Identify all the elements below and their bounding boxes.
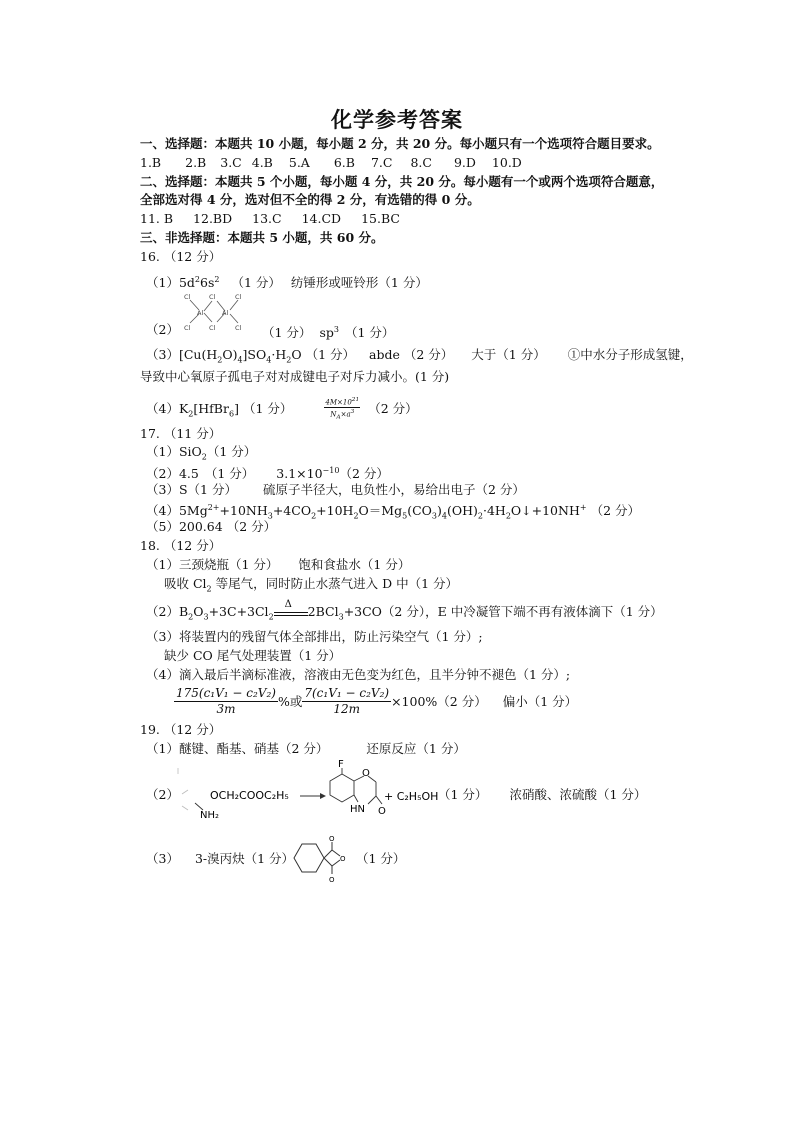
q19-part1: （1）醚键、酯基、硝基（2 分） 还原反应（1 分） (146, 741, 466, 756)
q16-part4: $(4)K_2[HfBr_6]$ （1 分） $\frac{4M\times 10^{21}}{N_A\times a^3}$ （2 分） (146, 397, 418, 422)
svg-text:O: O (329, 835, 335, 843)
q19-header: 19. （12 分） (140, 722, 222, 737)
section1-answers (140, 155, 522, 171)
answer-1: 1.B (140, 155, 162, 170)
svg-text:Cl: Cl (184, 324, 191, 331)
al2cl6-structure (176, 291, 252, 331)
svg-text:O: O (329, 876, 335, 884)
answer-5: 5.A (288, 155, 310, 170)
q18-header: 18. （12 分） (140, 538, 222, 553)
section2-heading-cont: 全部选对得 4 分，选对但不全的得 2 分，有选错的得 0 分。 (140, 192, 480, 207)
purity-fraction-2: $\frac{\text{7(c₁V₁ − c₂V₂)}}{12m}$ (304, 686, 390, 716)
svg-text:Cl: Cl (235, 324, 242, 331)
q17-part3: （3）S（1 分） 硫原子半径大，电负性小，易给出电子（2 分） (146, 482, 525, 497)
svg-text:+ C₂H₅OH: + C₂H₅OH (384, 790, 439, 803)
q18-part1: （1）三颈烧瓶（1 分） 饱和食盐水（1 分） (146, 557, 411, 572)
svg-text:HN: HN (350, 804, 365, 815)
answer-8: 8.C (410, 155, 432, 170)
q16-part3: $(3)[Cu(H_2O)_4]SO_4\cdot H_2O$ （1 分） abde （2 分） 大于（1 分） ①中水分子形成氢键， (146, 347, 693, 365)
purity-fraction-1: $\frac{\text{175(c₁V₁ − c₂V₂)}}{3m}$ (176, 686, 276, 716)
q18-part4: （4）滴入最后半滴标准液，溶液由无色变为红色，且半分钟不褪色（1 分）; (146, 667, 571, 682)
answer-2: 2.B (185, 155, 207, 170)
q17-header: 17. （11 分） (140, 426, 222, 441)
q16-part2: （1 分） $sp^3$ （1 分） (262, 325, 395, 341)
answer-7: 7.C (370, 155, 393, 170)
svg-text:Cl: Cl (235, 293, 242, 301)
answer-13: 13.C (252, 211, 282, 226)
q18-part2: $(2)B_2O_3+3C+3Cl_2$ Δ 2BCl$_3$+3CO（2 分），E 中冷凝管下端不再有液体滴下（1 分） (146, 598, 663, 622)
q17-part5: （5）200.64 （2 分） (146, 519, 277, 534)
answer-10: 10.D (491, 155, 522, 170)
svg-text:O: O (378, 806, 386, 817)
density-fraction: $\frac{4M\times 10^{21}}{N_A\times a^3}$ (325, 397, 360, 422)
q19-part3-score: （1 分） (356, 851, 406, 866)
svg-text:Cl: Cl (184, 293, 191, 301)
svg-text:O: O (340, 855, 346, 863)
answer-12: 12.BD (193, 211, 233, 226)
q16-part1: $(1)5d^26s^2$ （1 分） 纺锤形或哑铃形（1 分） (146, 275, 428, 291)
section1-heading: 一、选择题：本题共 10 小题，每小题 2 分，共 20 分。每小题只有一个选项符合题目要求。 (140, 136, 660, 151)
q16-part2-label: （2） (146, 322, 179, 337)
q19-reaction-scheme (170, 760, 450, 830)
answer-9: 9.D (453, 155, 476, 170)
svg-text:F: F (338, 760, 344, 770)
q19-part3: （3） 3-溴丙炔（1 分） (146, 851, 295, 866)
q18-part4-cont: $\frac{\text{175(c₁V₁ − c₂V₂)}}{3m}$ %或 $\frac{\text{7(c₁V₁ − c₂V₂)}}{12m}$ ×100%（2 分） 偏小（1 分） (176, 686, 578, 716)
q18-part3: （3）将装置内的残留气体全部排出，防止污染空气（1 分）; (146, 629, 483, 644)
q18-part1-cont: 吸收 $Cl_2$ 等尾气，同时防止水蒸气进入 D 中（1 分） (164, 576, 459, 594)
svg-text:Al: Al (197, 309, 204, 317)
section2-heading: 二、选择题：本题共 5 个小题，每小题 4 分，共 20 分。每小题有一个或两个选项符合题意， (140, 174, 664, 189)
q17-part1: （1）SiO$_2$（1 分） (146, 444, 257, 462)
q17-part4: $(4)5Mg^{2+}+10NH_3+4CO_2+10H_2O=Mg_5(CO_3)_4(OH)_2\cdot 4H_2O↓+10NH^+$ （2 分） (146, 503, 640, 521)
svg-text:OCH₂COOC₂H₅: OCH₂COOC₂H₅ (210, 789, 289, 802)
svg-text:Cl: Cl (209, 324, 216, 331)
q18-part3-cont: 缺少 CO 尾气处理装置（1 分） (164, 648, 342, 663)
svg-text:NH₂: NH₂ (200, 810, 220, 821)
q19-part2-tail: （1 分） 浓硝酸、浓硫酸（1 分） (438, 787, 647, 802)
answer-11: 11. B (140, 211, 174, 226)
answer-15: 15.BC (361, 211, 400, 226)
section2-answers (140, 211, 400, 227)
reaction-condition: Δ (274, 606, 308, 620)
q17-part2: （2）4.5 （1 分） $3.1\times 10^{-10}(2$ 分） (146, 466, 389, 482)
answer-6: 6.B (333, 155, 355, 170)
answer-4: 4.B (251, 155, 273, 170)
answer-14: 14.CD (301, 211, 342, 226)
anhydride-structure (290, 832, 356, 886)
q16-part3-cont: 导致中心氧原子孤电子对对成键电子对斥力减小。(1 分) (140, 369, 450, 384)
section3-heading: 三、非选择题：本题共 5 小题，共 60 分。 (140, 230, 384, 245)
svg-text:Cl: Cl (209, 293, 216, 301)
q19-part2-label: （2） (146, 787, 179, 802)
answer-3: 3.C (220, 155, 242, 170)
q16-header: 16. （12 分） (140, 249, 222, 264)
svg-text:O: O (362, 768, 370, 779)
page-title: 化学参考答案 (331, 108, 463, 132)
svg-text:Al: Al (222, 309, 229, 317)
